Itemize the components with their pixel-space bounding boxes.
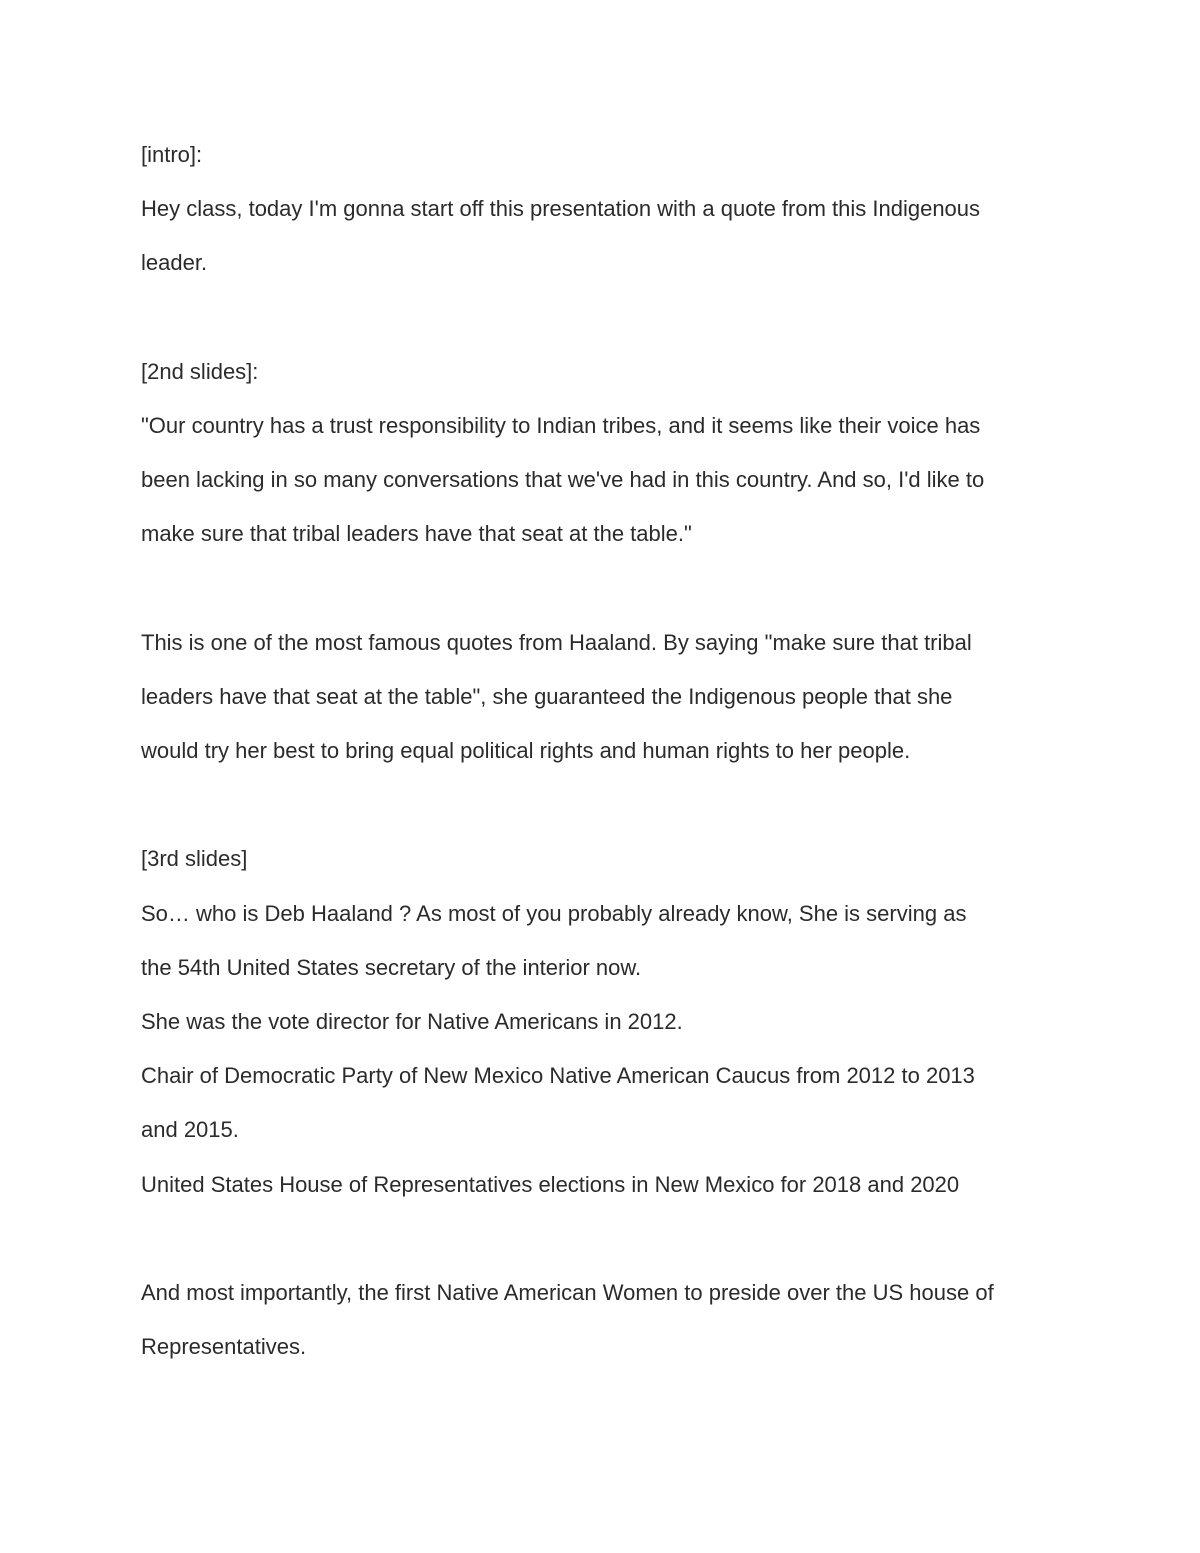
closing-line: And most importantly, the first Native American Women to preside over the US house of	[141, 1279, 994, 1305]
commentary-line: leaders have that seat at the table", she guaranteed the Indigenous people that she	[141, 683, 953, 709]
slide3-heading: [3rd slides]	[141, 846, 248, 872]
commentary-line: would try her best to bring equal political rights and human rights to her people.	[141, 738, 911, 764]
paragraph-spacer	[141, 291, 1071, 345]
document-page	[141, 128, 1071, 1374]
intro-line: Hey class, today I'm gonna start off this presentation with a quote from this Indigenous	[141, 196, 981, 222]
quote-line: been lacking in so many conversations that we've had in this country. And so, I'd like to	[141, 467, 985, 493]
bio-line: and 2015.	[141, 1117, 239, 1143]
bio-line: She was the vote director for Native Americans in 2012.	[141, 1009, 683, 1034]
slide2-heading: [2nd slides]:	[141, 358, 259, 384]
commentary-line: This is one of the most famous quotes from Haaland. By saying "make sure that tribal	[141, 629, 972, 655]
paragraph-spacer	[141, 1212, 1071, 1266]
bio-line: Chair of Democratic Party of New Mexico Native American Caucus from 2012 to 2013	[141, 1063, 975, 1089]
intro-line: leader.	[141, 250, 208, 276]
bio-line: the 54th United States secretary of the interior now.	[141, 954, 642, 980]
paragraph-spacer	[141, 562, 1071, 616]
bio-line: So… who is Deb Haaland ? As most of you probably already know, She is serving as	[141, 900, 967, 926]
bio-line: United States House of Representatives elections in New Mexico for 2018 and 2020	[141, 1171, 960, 1197]
quote-line: make sure that tribal leaders have that seat at the table."	[141, 521, 692, 547]
quote-line: "Our country has a trust responsibility to Indian tribes, and it seems like their voice has	[141, 412, 981, 438]
paragraph-spacer	[141, 778, 1071, 832]
closing-line: Representatives.	[141, 1334, 307, 1360]
intro-heading: [intro]:	[141, 142, 203, 167]
